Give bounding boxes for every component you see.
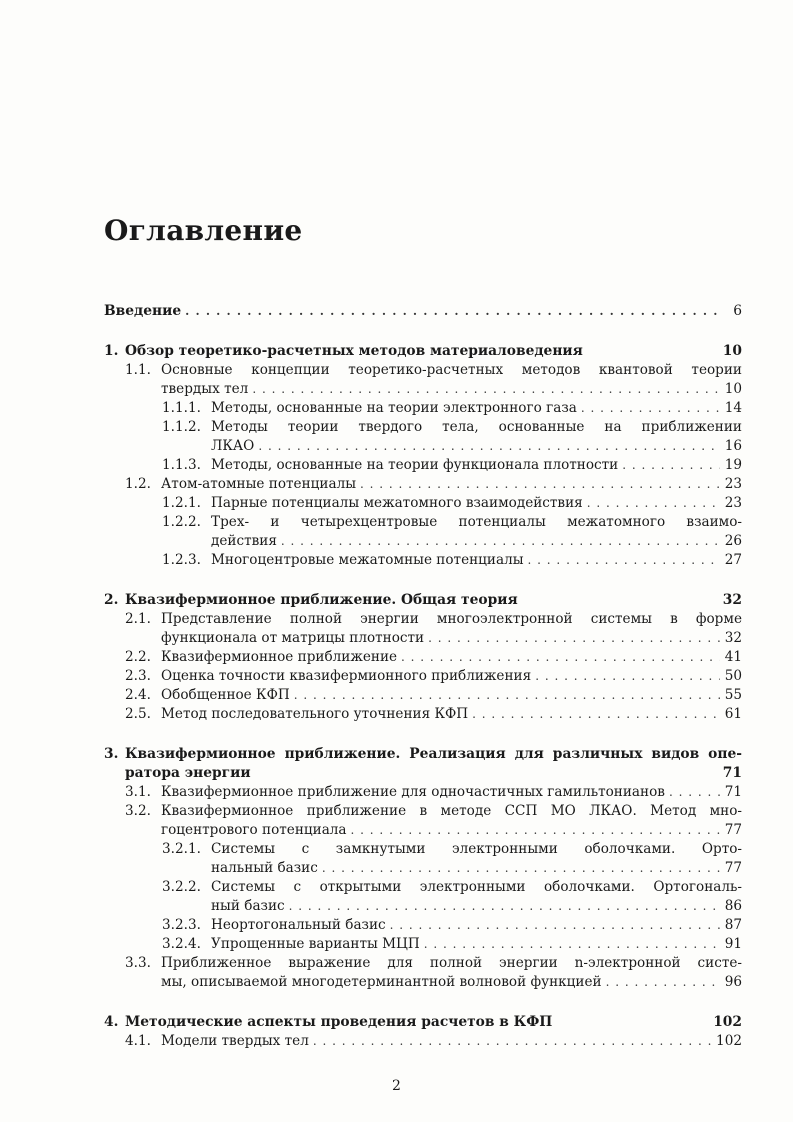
toc-section-1-2-3[interactable] [104,551,742,570]
toc-section-3-2[interactable] [104,802,742,840]
toc-section-1-1-3[interactable] [104,456,742,475]
section-title-line2: ЛКАО [211,438,255,454]
chapter-title: Обзор теоретико-расчетных методов материаловедения [125,343,583,359]
section-title: Квазифермионное приближение [161,649,398,665]
dot-leader [289,897,720,916]
section-number: 2.5. [125,706,151,722]
section-number: 1.2. [125,476,151,492]
toc-section-3-2-3[interactable] [104,916,742,935]
section-number: 2.3. [125,668,151,684]
toc-page-number: 27 [724,552,742,568]
section-title: Методы, основанные на теории электронного газа [211,400,577,416]
toc-section-3-1[interactable] [104,783,742,802]
section-title: Парные потенциалы межатомного взаимодействия [211,495,583,511]
toc-section-1-2-2[interactable] [104,513,742,551]
dot-leader [390,916,720,935]
section-number: 1.2.3. [162,552,201,568]
section-title-line1: Квазифермионное приближение в методе ССП МО ЛКАО. Метод мно- [161,803,742,819]
section-title-line1: Приближенное выражение для полной энергии n-электронной систе- [161,955,742,971]
dot-leader [281,532,720,551]
section-title-line1: Трех- и четырехцентровые потенциалы межатомного взаимо- [211,514,742,530]
toc-page-number: 19 [724,457,742,473]
section-number: 1.2.2. [162,514,201,530]
chapter-title-line1: Квазифермионное приближение. Реализация для различных видов опе- [125,746,742,762]
toc-page-number: 55 [724,687,742,703]
section-number: 1.1.1. [162,400,201,416]
section-number: 2.1. [125,611,151,627]
toc-page-number: 14 [724,400,742,416]
dot-leader [581,399,720,418]
toc-section-1-1-1[interactable] [104,399,742,418]
section-title: Обобщенное КФП [161,687,290,703]
section-number: 3.2.3. [162,917,201,933]
toc-page-number: 91 [724,936,742,952]
toc-page-number: 32 [722,592,742,608]
toc-entry-title: Введение [104,303,182,319]
section-title-line1: Представление полной энергии многоэлектронной системы в форме [161,611,742,627]
section-number: 3.2.2. [162,879,201,895]
dot-leader [472,705,720,724]
section-title-line2: мы, описываемой многодетерминантной волновой функцией [161,974,602,990]
section-title-line2: гоцентрового потенциала [161,822,347,838]
toc-page-number: 102 [716,1033,742,1049]
toc-section-2-2[interactable] [104,648,742,667]
toc-section-1-1-2[interactable] [104,418,742,456]
toc-page-number: 50 [724,668,742,684]
section-number: 3.2.4. [162,936,201,952]
section-number: 1.2.1. [162,495,201,511]
section-title-line2: действия [211,533,277,549]
section-number: 4.1. [125,1033,151,1049]
section-title: Методы, основанные на теории функционала плотности [211,457,619,473]
page-title: Оглавление [104,214,303,247]
section-title-line1: Основные концепции теоретико-расчетных методов квантовой теории [161,362,742,378]
dot-leader [528,551,720,570]
section-title-line1: Системы с открытыми электронными оболочками. Ортогональ- [211,879,742,895]
section-title: Неортогональный базис [211,917,386,933]
dot-leader [606,973,720,992]
chapter-number: 3. [104,746,119,762]
dot-leader [322,859,720,878]
dot-leader [669,783,720,802]
toc-page-number: 23 [724,476,742,492]
section-title: Многоцентровые межатомные потенциалы [211,552,524,568]
section-number: 3.1. [125,784,151,800]
toc-page-number: 77 [724,860,742,876]
section-number: 1.1. [125,362,151,378]
toc-page-number: 10 [722,343,742,359]
toc-page-number: 10 [724,381,742,397]
toc-page-number: 41 [724,649,742,665]
toc-entry-intro[interactable] [104,302,742,321]
toc-page-number: 86 [724,898,742,914]
section-title: Атом-атомные потенциалы [161,476,357,492]
toc-section-2-4[interactable] [104,686,742,705]
section-number: 3.3. [125,955,151,971]
toc-section-1-2-1[interactable] [104,494,742,513]
toc-section-1-1[interactable] [104,361,742,399]
toc-page-number: 23 [724,495,742,511]
table-of-contents [104,302,742,1051]
toc-page-number: 61 [724,706,742,722]
section-title: Модели твердых тел [161,1033,309,1049]
dot-leader [535,667,720,686]
toc-page-number: 102 [713,1014,742,1030]
section-title-line2: ный базис [211,898,285,914]
section-title: Оценка точности квазифермионного приближения [161,668,532,684]
toc-section-2-5[interactable] [104,705,742,724]
toc-page-number: 87 [724,917,742,933]
toc-page-number: 16 [724,438,742,454]
section-title-line2: нальный базис [211,860,318,876]
dot-leader [351,821,720,840]
toc-chapter-3[interactable] [104,745,742,783]
dot-leader [360,475,720,494]
toc-section-2-1[interactable] [104,610,742,648]
toc-chapter-1[interactable] [104,342,742,361]
dot-leader [401,648,720,667]
dot-leader [294,686,720,705]
section-title: Квазифермионное приближение для одночастичных гамильтонианов [161,784,665,800]
toc-page-number: 71 [722,765,742,781]
toc-page-number: 32 [724,630,742,646]
chapter-title: Квазифермионное приближение. Общая теория [125,592,518,608]
section-number: 2.4. [125,687,151,703]
dot-leader [185,302,720,321]
toc-page-number: 26 [724,533,742,549]
chapter-title-line2: ратора энергии [125,765,251,781]
chapter-title: Методические аспекты проведения расчетов в КФП [125,1014,553,1030]
dot-leader [587,494,720,513]
dot-leader [258,437,720,456]
dot-leader [622,456,720,475]
toc-section-3-2-1[interactable] [104,840,742,878]
chapter-number: 1. [104,343,119,359]
dot-leader [252,380,720,399]
dot-leader [424,935,720,954]
toc-section-2-3[interactable] [104,667,742,686]
page-number: 2 [392,1078,401,1094]
section-number: 3.2. [125,803,151,819]
toc-section-1-2[interactable] [104,475,742,494]
section-number: 1.1.3. [162,457,201,473]
toc-page-number: 77 [724,822,742,838]
toc-page-number: 71 [724,784,742,800]
toc-page-number: 96 [724,974,742,990]
chapter-number: 4. [104,1014,119,1030]
toc-page-number: 6 [733,303,742,319]
section-title-line2: функционала от матрицы плотности [161,630,425,646]
section-title-line1: Методы теории твердого тела, основанные на приближении [211,419,742,435]
section-title-line1: Системы с замкнутыми электронными оболочками. Орто- [211,841,742,857]
dot-leader [428,629,720,648]
section-title: Метод последовательного уточнения КФП [161,706,469,722]
section-title: Упрощенные варианты МЦП [211,936,420,952]
dot-leader [313,1032,712,1051]
section-number: 3.2.1. [162,841,201,857]
toc-chapter-2[interactable] [104,591,742,610]
toc-section-3-2-4[interactable] [104,935,742,954]
toc-chapter-4[interactable] [104,1013,742,1032]
section-number: 2.2. [125,649,151,665]
toc-section-4-1[interactable] [104,1032,742,1051]
section-title-line2: твердых тел [161,381,249,397]
toc-section-3-3[interactable] [104,954,742,992]
section-number: 1.1.2. [162,419,201,435]
toc-section-3-2-2[interactable] [104,878,742,916]
chapter-number: 2. [104,592,119,608]
